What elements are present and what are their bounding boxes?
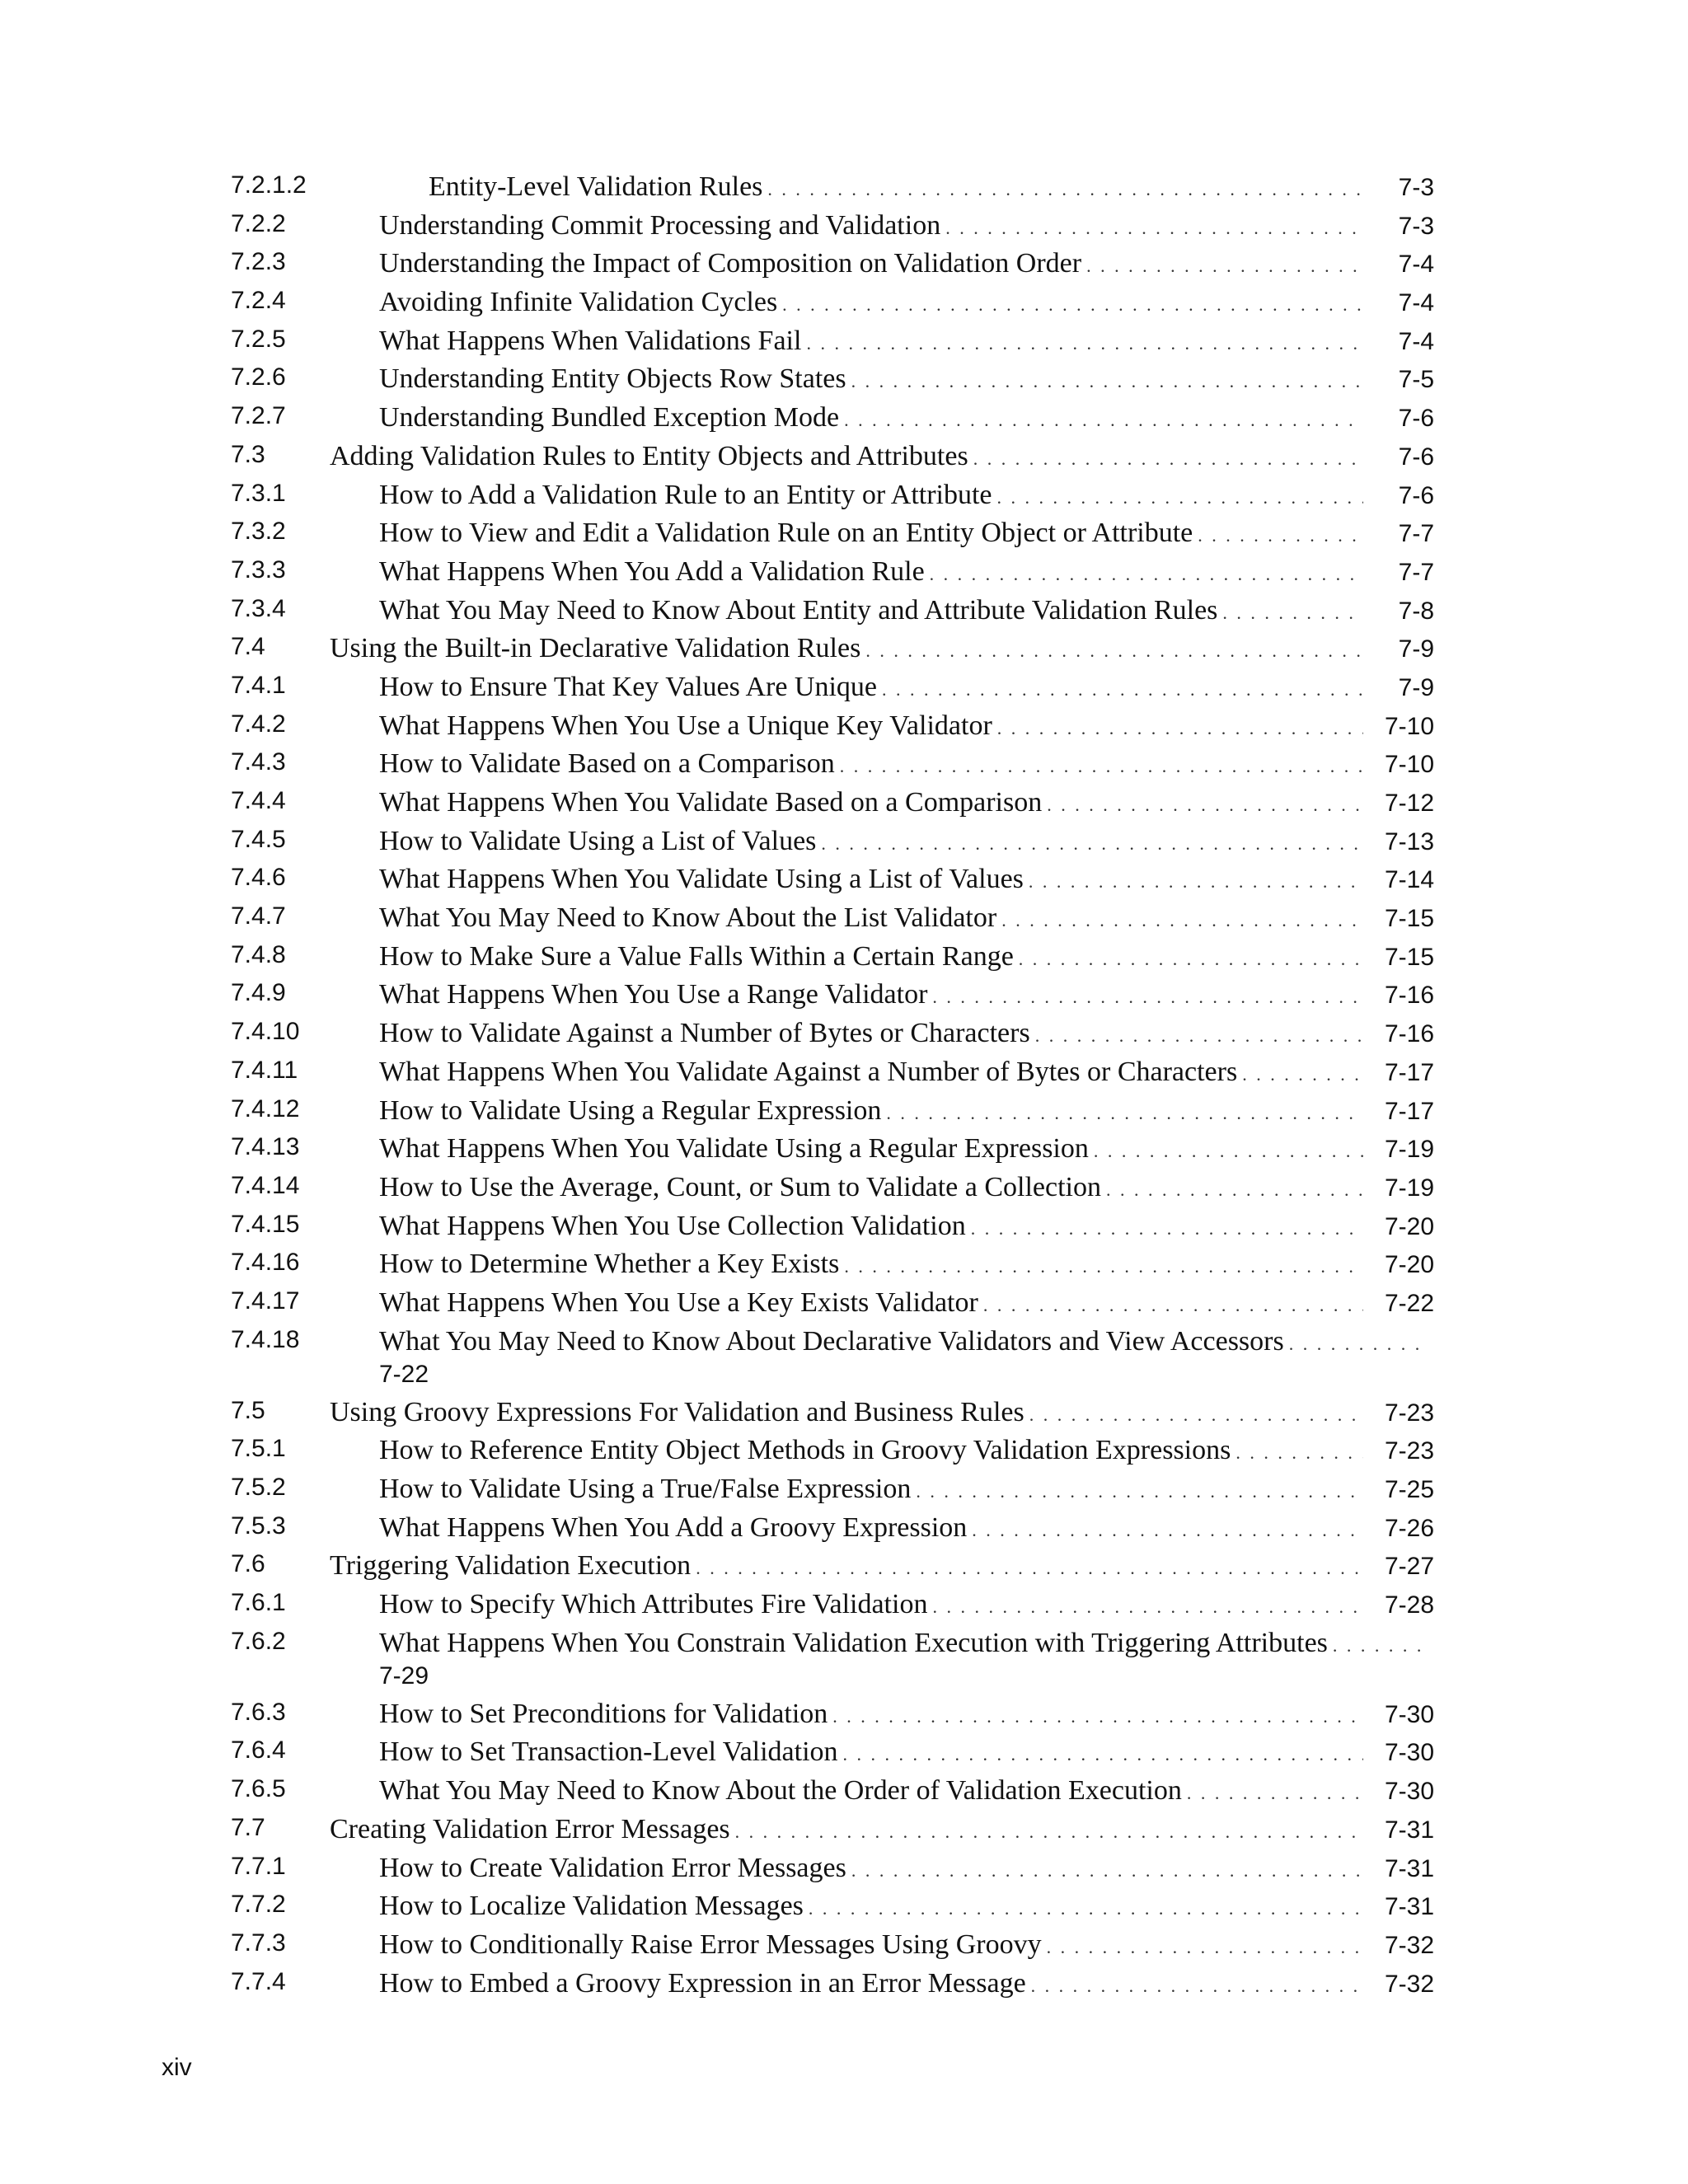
toc-title[interactable]: Using the Built-in Declarative Validation Rules [330,633,861,664]
toc-number: 7.3.1 [231,479,286,507]
toc-page-number[interactable]: 7-5 [1398,366,1434,394]
dot-leader [821,833,1363,855]
toc-title[interactable]: Creating Validation Error Messages [330,1813,730,1844]
toc-number: 7.4.4 [231,787,286,814]
toc-row[interactable] [231,672,1434,710]
toc-number: 7.7 [231,1813,265,1841]
table-of-contents [231,171,1434,2006]
toc-title[interactable]: Understanding Bundled Exception Mode [379,402,840,434]
dot-leader [1029,1404,1363,1426]
dot-leader [844,1256,1363,1277]
toc-number: 7.4.11 [231,1056,298,1084]
toc-number: 7.6.4 [231,1736,286,1765]
toc-page-number[interactable]: 7-29 [379,1661,429,1690]
dot-leader [886,1103,1363,1124]
toc-number: 7.7.3 [231,1929,286,1957]
toc-page-number[interactable]: 7-9 [1398,635,1434,663]
toc-row[interactable] [231,1018,1434,1057]
toc-page-number[interactable]: 7-12 [1384,790,1434,817]
toc-row[interactable] [231,1326,1434,1397]
toc-title[interactable]: How to Determine Whether a Key Exists [379,1249,840,1280]
toc-page-number[interactable]: 7-32 [1384,1970,1434,1998]
toc-title[interactable]: What Happens When You Use Collection Validation [379,1210,966,1241]
toc-row[interactable] [231,363,1434,402]
toc-page-number[interactable]: 7-26 [1384,1514,1434,1542]
toc-row[interactable] [231,1968,1434,2007]
dot-leader [696,1558,1363,1579]
toc-page-number[interactable]: 7-16 [1384,982,1434,1010]
toc-row[interactable] [231,1628,1434,1699]
toc-row[interactable] [231,1891,1434,1929]
dot-leader [840,756,1363,777]
toc-title[interactable]: What Happens When You Validate Using a List of Values [379,864,1024,895]
dot-leader [735,1821,1363,1843]
toc-number: 7.3.4 [231,594,286,622]
toc-row[interactable] [231,633,1434,672]
dot-leader [945,218,1363,239]
toc-page-number[interactable]: 7-31 [1384,1816,1434,1844]
dot-leader [972,1520,1363,1541]
toc-page-number[interactable]: 7-4 [1398,289,1434,317]
dot-leader [851,1860,1363,1882]
toc-page-number[interactable]: 7-4 [1398,327,1434,355]
toc-number: 7.5.3 [231,1511,286,1540]
toc-number: 7.2.6 [231,363,286,391]
toc-page-number[interactable]: 7-10 [1384,751,1434,779]
page-folio: xiv [162,2054,192,2081]
toc-entry[interactable] [379,902,1434,934]
toc-number: 7.4.8 [231,940,286,968]
toc-number: 7.4.3 [231,748,286,776]
toc-row[interactable] [231,326,1434,364]
toc-page-number[interactable]: 7-23 [1384,1399,1434,1427]
toc-title[interactable]: How to Localize Validation Messages [379,1891,804,1922]
toc-title[interactable]: Adding Validation Rules to Entity Objects and Attributes [330,440,968,471]
toc-title[interactable]: Using Groovy Expressions For Validation and Business Rules [330,1396,1025,1427]
toc-row[interactable] [231,864,1434,902]
toc-row[interactable] [231,480,1434,518]
toc-row[interactable] [231,595,1434,634]
toc-entry[interactable] [379,210,1434,241]
toc-page-number[interactable]: 7-31 [1384,1854,1434,1882]
toc-entry[interactable] [379,1891,1434,1922]
toc-entry[interactable] [379,1474,1434,1505]
toc-entry[interactable] [330,1814,1434,1845]
toc-page-number[interactable]: 7-28 [1384,1591,1434,1619]
toc-row[interactable] [231,441,1434,480]
toc-title[interactable]: Triggering Validation Execution [330,1550,692,1582]
toc-row[interactable] [231,1550,1434,1589]
toc-title[interactable]: How to View and Edit a Validation Rule on an Entity Object or Attribute [379,518,1193,549]
toc-row[interactable] [231,1853,1434,1891]
toc-row[interactable] [231,1814,1434,1853]
toc-title[interactable]: What You May Need to Know About Entity and Attribute Validation Rules [379,594,1218,626]
toc-number: 7.2.1.2 [231,171,307,199]
dot-leader [767,179,1363,200]
toc-number: 7.4.17 [231,1286,300,1315]
toc-number: 7.4.13 [231,1133,300,1161]
toc-title[interactable]: How to Ensure That Key Values Are Unique [379,671,878,702]
toc-page-number[interactable]: 7-19 [1384,1174,1434,1202]
toc-number: 7.2.7 [231,402,286,430]
toc-entry[interactable] [330,1550,1434,1582]
toc-row[interactable] [231,710,1434,749]
toc-row[interactable] [231,1435,1434,1474]
toc-entry[interactable] [379,1287,1434,1319]
toc-entry[interactable] [379,1095,1434,1127]
toc-title[interactable]: What Happens When You Use a Range Validator [379,979,928,1010]
toc-row[interactable] [231,1133,1434,1172]
toc-entry[interactable] [379,480,1434,511]
toc-entry[interactable] [379,1018,1434,1049]
toc-number: 7.4 [231,633,265,661]
toc-row[interactable] [231,1057,1434,1095]
toc-entry[interactable] [330,633,1434,664]
toc-page-number[interactable]: 7-13 [1384,827,1434,855]
dot-leader [1198,525,1363,546]
toc-row[interactable] [231,748,1434,787]
toc-number: 7.4.15 [231,1210,300,1238]
toc-number: 7.4.12 [231,1094,300,1122]
toc-page-number[interactable]: 7-14 [1384,866,1434,894]
toc-number: 7.5.1 [231,1435,286,1463]
toc-page-number[interactable]: 7-8 [1398,597,1434,625]
toc-entry[interactable] [379,710,1434,742]
toc-row[interactable] [231,1172,1434,1211]
toc-entry[interactable] [379,363,1434,395]
toc-number: 7.6 [231,1550,265,1578]
dot-leader [1029,871,1363,893]
toc-title[interactable]: Entity-Level Validation Rules [429,171,763,202]
toc-entry[interactable] [330,441,1434,472]
toc-entry[interactable] [379,1736,1434,1768]
toc-number: 7.4.1 [231,671,286,699]
toc-page-number[interactable]: 7-9 [1398,673,1434,701]
toc-row[interactable] [231,979,1434,1018]
toc-number: 7.5.2 [231,1474,286,1501]
toc-entry[interactable] [379,748,1434,780]
toc-title[interactable]: How to Set Preconditions for Validation [379,1698,828,1729]
toc-row[interactable] [231,556,1434,595]
toc-title[interactable]: How to Conditionally Raise Error Messages Using Groovy [379,1929,1042,1960]
toc-page-number[interactable]: 7-32 [1384,1931,1434,1959]
dot-leader [832,1706,1363,1727]
dot-leader [997,487,1363,509]
toc-page-number[interactable]: 7-6 [1398,481,1434,509]
toc-title[interactable]: Understanding Commit Processing and Validation [379,209,941,241]
toc-page-number[interactable]: 7-10 [1384,712,1434,740]
toc-title[interactable]: What Happens When You Constrain Validation Execution with Triggering Attributes [379,1627,1328,1658]
toc-title[interactable]: How to Reference Entity Object Methods in Groovy Validation Expressions [379,1435,1231,1466]
toc-number: 7.2.3 [231,248,286,276]
dot-leader [806,333,1363,354]
toc-entry[interactable] [379,1326,1434,1389]
toc-number: 7.6.2 [231,1627,286,1655]
toc-page-number[interactable]: 7-20 [1384,1212,1434,1240]
dot-leader [930,564,1363,585]
toc-number: 7.4.10 [231,1018,300,1046]
toc-title[interactable]: Understanding Entity Objects Row States [379,363,846,395]
dot-leader [843,1744,1363,1765]
toc-title[interactable]: What Happens When You Validate Using a Regular Expression [379,1133,1089,1165]
toc-title[interactable]: Avoiding Infinite Validation Cycles [379,287,778,318]
toc-page-number[interactable]: 7-16 [1384,1020,1434,1048]
toc-entry[interactable] [379,518,1434,549]
toc-entry[interactable] [379,556,1434,588]
toc-number: 7.6.5 [231,1775,286,1803]
toc-number: 7.6.3 [231,1698,286,1726]
toc-title[interactable]: How to Validate Using a Regular Expression [379,1094,882,1126]
toc-row[interactable] [231,1589,1434,1628]
toc-entry[interactable] [379,1589,1434,1620]
toc-entry[interactable] [379,595,1434,626]
toc-entry[interactable] [379,1512,1434,1544]
toc-row[interactable] [231,402,1434,441]
toc-row[interactable] [231,1095,1434,1134]
toc-title[interactable]: How to Use the Average, Count, or Sum to Validate a Collection [379,1171,1101,1202]
toc-row[interactable] [231,902,1434,941]
dot-leader [1106,1179,1363,1201]
dot-leader [844,410,1363,431]
toc-number: 7.7.4 [231,1967,286,1995]
toc-title[interactable]: How to Validate Using a List of Values [379,825,817,856]
dot-leader [782,294,1363,316]
toc-number: 7.7.2 [231,1891,286,1919]
toc-entry[interactable] [379,1435,1434,1466]
toc-entry[interactable] [429,171,1434,203]
dot-leader [1236,1442,1363,1464]
toc-entry[interactable] [379,864,1434,895]
toc-entry[interactable] [379,1249,1434,1280]
toc-page-number[interactable]: 7-22 [379,1360,429,1388]
toc-row[interactable] [231,1775,1434,1814]
dot-leader [997,718,1363,739]
toc-title[interactable]: How to Set Transaction-Level Validation [379,1736,838,1768]
toc-number: 7.2.4 [231,287,286,315]
toc-page-number[interactable]: 7-22 [1384,1289,1434,1317]
toc-entry[interactable] [379,1628,1434,1690]
toc-page-number[interactable]: 7-17 [1384,1058,1434,1086]
toc-entry[interactable] [379,1929,1434,1961]
toc-row[interactable] [231,171,1434,210]
toc-row[interactable] [231,1736,1434,1775]
toc-row[interactable] [231,1512,1434,1551]
toc-entry[interactable] [379,1775,1434,1807]
toc-title[interactable]: What You May Need to Know About Declarative Validators and View Accessors [379,1325,1284,1357]
dot-leader [1047,794,1363,816]
toc-row[interactable] [231,1211,1434,1249]
toc-number: 7.4.14 [231,1171,300,1199]
toc-entry[interactable] [379,326,1434,357]
toc-row[interactable] [231,518,1434,556]
toc-number: 7.2.5 [231,325,286,353]
toc-entry[interactable] [379,979,1434,1010]
dot-leader [1047,1937,1363,1958]
toc-entry[interactable] [379,1133,1434,1165]
toc-entry[interactable] [379,787,1434,818]
dot-leader [973,448,1363,470]
toc-page-number[interactable]: 7-6 [1398,443,1434,471]
dot-leader [1035,1025,1363,1047]
toc-title[interactable]: What Happens When You Use a Unique Key Validator [379,710,992,741]
dot-leader [932,987,1363,1008]
toc-page-number[interactable]: 7-30 [1384,1739,1434,1767]
dot-leader [865,640,1363,662]
toc-page-number[interactable]: 7-3 [1398,212,1434,240]
toc-entry[interactable] [379,1853,1434,1884]
dot-leader [1289,1333,1428,1355]
toc-page-number[interactable]: 7-27 [1384,1553,1434,1581]
toc-page-number[interactable]: 7-7 [1398,558,1434,586]
dot-leader [932,1596,1363,1618]
toc-title[interactable]: How to Create Validation Error Messages [379,1852,846,1883]
toc-title[interactable]: How to Validate Using a True/False Expression [379,1474,912,1504]
toc-entry[interactable] [379,826,1434,857]
toc-title[interactable]: What Happens When You Add a Groovy Expression [379,1511,968,1543]
toc-title[interactable]: What Happens When Validations Fail [379,325,802,356]
toc-title[interactable]: What Happens When You Add a Validation Rule [379,555,925,587]
toc-title[interactable]: What Happens When You Validate Against a Number of Bytes or Characters [379,1056,1238,1087]
dot-leader [1222,602,1363,624]
toc-number: 7.3.3 [231,555,286,583]
toc-page-number[interactable]: 7-15 [1384,905,1434,933]
toc-number: 7.4.7 [231,902,286,930]
toc-entry[interactable] [379,287,1434,318]
toc-page-number[interactable]: 7-31 [1384,1893,1434,1921]
toc-row[interactable] [231,248,1434,287]
toc-entry[interactable] [330,1397,1434,1428]
toc-entry[interactable] [379,1172,1434,1203]
toc-number: 7.6.1 [231,1589,286,1617]
toc-entry[interactable] [379,1211,1434,1242]
toc-page-number[interactable]: 7-7 [1398,520,1434,548]
dot-leader [1001,910,1363,931]
toc-row[interactable] [231,787,1434,826]
dot-leader [1086,255,1363,277]
toc-number: 7.4.6 [231,864,286,892]
toc-number: 7.4.2 [231,710,286,738]
toc-number: 7.4.18 [231,1325,300,1353]
toc-page-number[interactable]: 7-15 [1384,943,1434,971]
dot-leader [1333,1635,1428,1657]
dot-leader [971,1218,1363,1240]
dot-leader [1019,949,1363,970]
toc-row[interactable] [231,1397,1434,1436]
toc-number: 7.4.5 [231,825,286,853]
toc-title[interactable]: Understanding the Impact of Composition on Validation Order [379,248,1082,279]
dot-leader [809,1898,1363,1919]
toc-title[interactable]: How to Validate Based on a Comparison [379,748,835,780]
toc-row[interactable] [231,1699,1434,1737]
toc-row[interactable] [231,826,1434,865]
toc-page-number[interactable]: 7-30 [1384,1778,1434,1806]
toc-page-number[interactable]: 7-30 [1384,1700,1434,1728]
toc-title[interactable]: What Happens When You Use a Key Exists Validator [379,1286,978,1318]
toc-row[interactable] [231,287,1434,326]
toc-title[interactable]: What You May Need to Know About the Order of Validation Execution [379,1775,1182,1807]
dot-leader [1187,1783,1363,1804]
toc-row[interactable] [231,1474,1434,1512]
toc-entry[interactable] [379,248,1434,279]
toc-page-number[interactable]: 7-17 [1384,1097,1434,1125]
toc-title[interactable]: How to Validate Against a Number of Bytes or Characters [379,1018,1030,1049]
toc-number: 7.2.2 [231,209,286,237]
toc-entry[interactable] [379,1699,1434,1730]
toc-number: 7.4.9 [231,979,286,1007]
toc-number: 7.4.16 [231,1249,300,1277]
toc-number: 7.7.1 [231,1852,286,1880]
dot-leader [851,371,1363,392]
toc-title[interactable]: What You May Need to Know About the List Validator [379,902,997,934]
dot-leader [983,1295,1363,1316]
toc-entry[interactable] [379,402,1434,434]
toc-number: 7.5 [231,1396,265,1424]
toc-title[interactable]: How to Embed a Groovy Expression in an Error Message [379,1967,1026,1999]
toc-page-number[interactable]: 7-6 [1398,405,1434,433]
toc-title[interactable]: How to Specify Which Attributes Fire Validation [379,1589,928,1620]
toc-entry[interactable] [379,672,1434,703]
toc-entry[interactable] [379,1968,1434,1999]
toc-row[interactable] [231,1287,1434,1326]
toc-page-number[interactable]: 7-25 [1384,1476,1434,1503]
toc-page-number[interactable]: 7-4 [1398,251,1434,279]
toc-page-number[interactable]: 7-3 [1398,174,1434,201]
dot-leader [1094,1141,1363,1162]
toc-page-number[interactable]: 7-23 [1384,1437,1434,1465]
toc-entry[interactable] [379,941,1434,972]
toc-row[interactable] [231,1249,1434,1287]
toc-number: 7.3.2 [231,518,286,546]
dot-leader [916,1481,1363,1502]
toc-number: 7.3 [231,440,265,468]
toc-page-number[interactable]: 7-20 [1384,1251,1434,1279]
dot-leader [1242,1064,1363,1085]
toc-title[interactable]: How to Add a Validation Rule to an Entity or Attribute [379,479,992,510]
toc-title[interactable]: What Happens When You Validate Based on a Comparison [379,787,1043,818]
toc-row[interactable] [231,941,1434,980]
toc-row[interactable] [231,210,1434,249]
dot-leader [882,679,1363,701]
toc-page-number[interactable]: 7-19 [1384,1136,1434,1164]
toc-entry[interactable] [379,1057,1434,1088]
dot-leader [1031,1975,1363,1997]
toc-title[interactable]: How to Make Sure a Value Falls Within a Certain Range [379,940,1014,972]
toc-row[interactable] [231,1929,1434,1968]
